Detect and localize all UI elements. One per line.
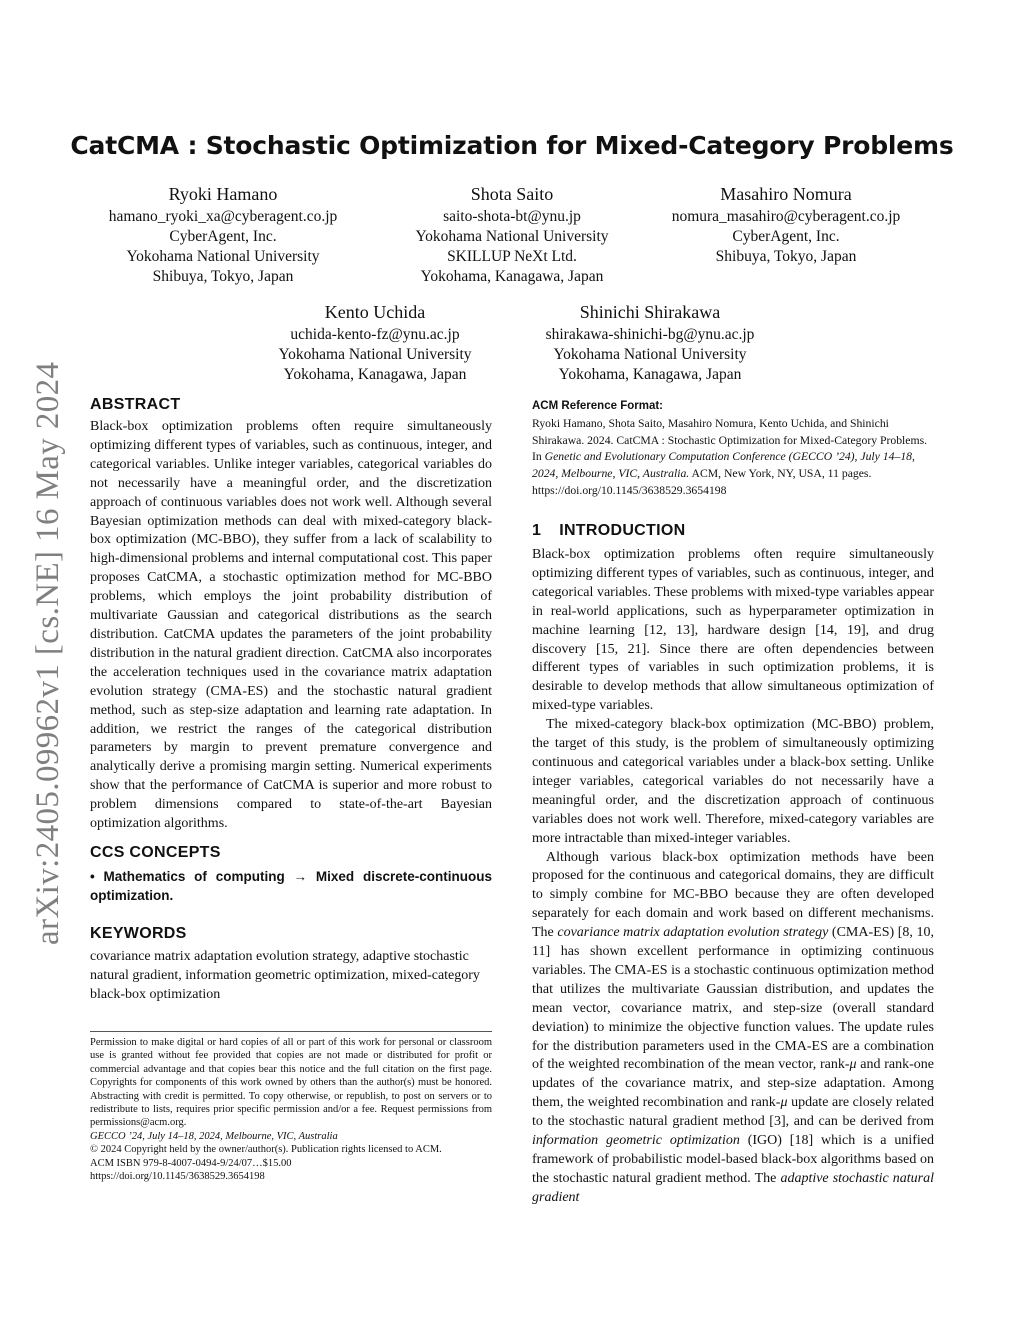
conference-line: GECCO ’24, July 14–18, 2024, Melbourne, VIC, Australia [90,1130,338,1142]
isbn-line: ACM ISBN 979-8-4007-0494-9/24/07…$15.00 [90,1157,292,1169]
author-name: Shinichi Shirakawa [579,302,721,322]
emphasis-igo: information geometric optimization [532,1133,740,1149]
text-run: and rank-one updates of the covariance matrix, and step-size adaptation. Among them, the weighted recombination and rank- [532,1057,934,1111]
author-affiliation: Yokohama National University [126,248,320,265]
paper-title: CatCMA : Stochastic Optimization for Mixed-Category Problems [70,131,954,160]
author-email: hamano_ryoki_xa@cyberagent.co.jp [108,208,338,225]
acm-reference-text [532,416,934,500]
author-block [58,182,388,287]
copyright-line: © 2024 Copyright held by the owner/author(s). Publication rights licensed to ACM. [90,1144,442,1156]
text-run: (CMA-ES) [8, 10, 11] has shown excellent performance in optimizing continuous variables. The CMA-ES is a stochastic continuous optimization method that utilizes the multivariate Gaussian distribution, and updates the mean vector, covariance matrix, and step-size (overall standard deviation) to minimize the objective function values. The update rules for the distribution parameters used in the CMA-ES are a combination of the weighted recombination of the mean vector, rank- [532,925,934,1073]
author-affiliation: Yokohama National University [553,346,747,363]
acm-reference-heading: ACM Reference Format: [532,400,663,412]
intro-paragraph [532,849,934,1208]
arxiv-identifier: arXiv:2405.09962v1 [cs.NE] 16 May 2024 [30,361,66,945]
section-number: 1 [532,522,542,539]
text-run: (IGO) [18] which is a unified framework of probabilistic model-based black-box algorithms based on the stochastic natural gradient method. The [532,1133,934,1186]
footnote-divider [90,1031,492,1032]
math-mu: μ [780,1095,788,1111]
introduction-heading [532,522,685,540]
author-affiliation: CyberAgent, Inc. [169,228,277,245]
author-name: Kento Uchida [324,302,426,322]
introduction-body [532,546,934,1208]
author-email: saito-shota-bt@ynu.jp [443,208,581,225]
intro-paragraph: The mixed-category black-box optimization (MC-BBO) problem, the target of this study, is the problem of simultaneously optimizing continuous and categorical variables under a black-box setting. Unlike integer variables, categorical variables do not necessarily have a meaningful order, and the discretization approach of continuous variables does not work well. Therefore, mixed-category variables are more intractable than mixed-integer variables. [532,717,934,846]
abstract-text: Black-box optimization problems often require simultaneously optimizing different types of variables, such as continuous, integer, and categorical variables. Unlike integer variables, categorical variables do not necessarily have a meaningful order, and the discretization approach of continuous variables does not work well. Although several Bayesian optimization methods can deal with mixed-category black-box optimization (MC-BBO), they suffer from a lack of scalability to high-dimensional problems and internal computational cost. This paper proposes CatCMA, a stochastic optimization method for MC-BBO problems, which employs the joint probability distribution of multivariate Gaussian and categorical distributions as the search distribution. CatCMA updates the parameters of the joint probability distribution in the natural gradient direction. CatCMA also incorporates the acceleration techniques used in the covariance matrix adaptation evolution strategy (CMA-ES) and the stochastic natural gradient method, such as step-size adaptation and learning rate adaptation. In addition, we restrict the ranges of the categorical distribution parameters by margin to prevent premature convergence and analytically derive a promising margin setting. Numerical experiments show that the performance of CatCMA is superior and more robust to problem dimensions compared to state-of-the-art Bayesian optimization algorithms. [90,419,492,832]
math-mu: μ [849,1057,857,1073]
author-location: Shibuya, Tokyo, Japan [152,268,294,285]
author-email: uchida-kento-fz@ynu.ac.jp [290,326,460,343]
author-name: Ryoki Hamano [168,184,278,204]
keywords-text: covariance matrix adaptation evolution strategy, adaptive stochastic natural gradient, information geometric optimization, mixed-category black-box optimization [90,949,480,1002]
acm-reference-venue: Genetic and Evolutionary Computation Conference (GECCO ’24), July 14–18, 2024, Melbourne, VIC, Australia. [532,450,915,481]
abstract-heading: ABSTRACT [90,396,181,413]
keywords-heading: KEYWORDS [90,925,187,942]
author-affiliation: Yokohama National University [415,228,609,245]
text-run: Although various black-box optimization methods have been proposed for the continuous and categorical domains, they are difficult to simply combine for MC-BBO because they are often developed separately for each domain and work based on different mechanisms. The [532,849,934,941]
emphasis-asng: adaptive stochastic natural gradient [532,1170,934,1205]
text-run: update are closely related to the stochastic natural gradient method [3], and can be derived from [532,1095,934,1130]
emphasis-cmaes: covariance matrix adaptation evolution strategy [557,925,829,941]
author-location: Yokohama, Kanagawa, Japan [558,366,742,383]
author-location: Shibuya, Tokyo, Japan [715,248,857,265]
author-block [485,300,815,385]
acm-reference-authors: Ryoki Hamano, Shota Saito, Masahiro Nomura, Kento Uchida, and Shinichi Shirakawa. 2024. CatCMA : Stochastic Optimization for Mixed-Category Problems. In [532,417,928,464]
permission-text: Permission to make digital or hard copies of all or part of this work for personal or classroom use is granted without fee provided that copies are not made or distributed for profit or commercial advantage and that copies bear this notice and the full citation on the first page. Copyrights for components of this work owned by others than the author(s) must be honored. Abstracting with credit is permitted. To copy otherwise, or republish, to post on servers or to redistribute to lists, requires prior specific permission and/or a fee. Request permissions from permissions@acm.org. [90,1037,492,1129]
author-location: Yokohama, Kanagawa, Japan [283,366,467,383]
author-name: Masahiro Nomura [720,184,852,204]
author-location: Yokohama, Kanagawa, Japan [420,268,604,285]
author-affiliation: CyberAgent, Inc. [732,228,840,245]
author-email: shirakawa-shinichi-bg@ynu.ac.jp [545,326,755,343]
ccs-heading: CCS CONCEPTS [90,844,221,861]
intro-paragraph: Black-box optimization problems often require simultaneously optimizing different types of variables, such as continuous, integer, and categorical variables. These problems with mixed-type variables appear in real-world applications, such as hyperparameter optimization in machine learning [12, 13], hardware design [14, 19], and drug discovery [15, 21]. Since there are often dependencies between different types of variables in such optimization problems, it is desirable to develop methods that allow simultaneous optimization of mixed-type variables. [532,547,934,714]
author-affiliation: Yokohama National University [278,346,472,363]
author-email: nomura_masahiro@cyberagent.co.jp [671,208,901,225]
permission-footnote [90,1036,492,1183]
author-affiliation: SKILLUP NeXt Ltd. [447,248,577,265]
section-title: INTRODUCTION [559,522,686,539]
doi-link[interactable]: https://doi.org/10.1145/3638529.3654198 [90,1171,265,1183]
author-name: Shota Saito [470,184,554,204]
author-block [621,182,951,267]
acm-reference-publisher: ACM, New York, NY, USA, 11 pages. https://doi.org/10.1145/3638529.3654198 [532,467,872,497]
ccs-concepts-text: • Mathematics of computing → Mixed discrete-continuous optimization. [90,869,492,903]
